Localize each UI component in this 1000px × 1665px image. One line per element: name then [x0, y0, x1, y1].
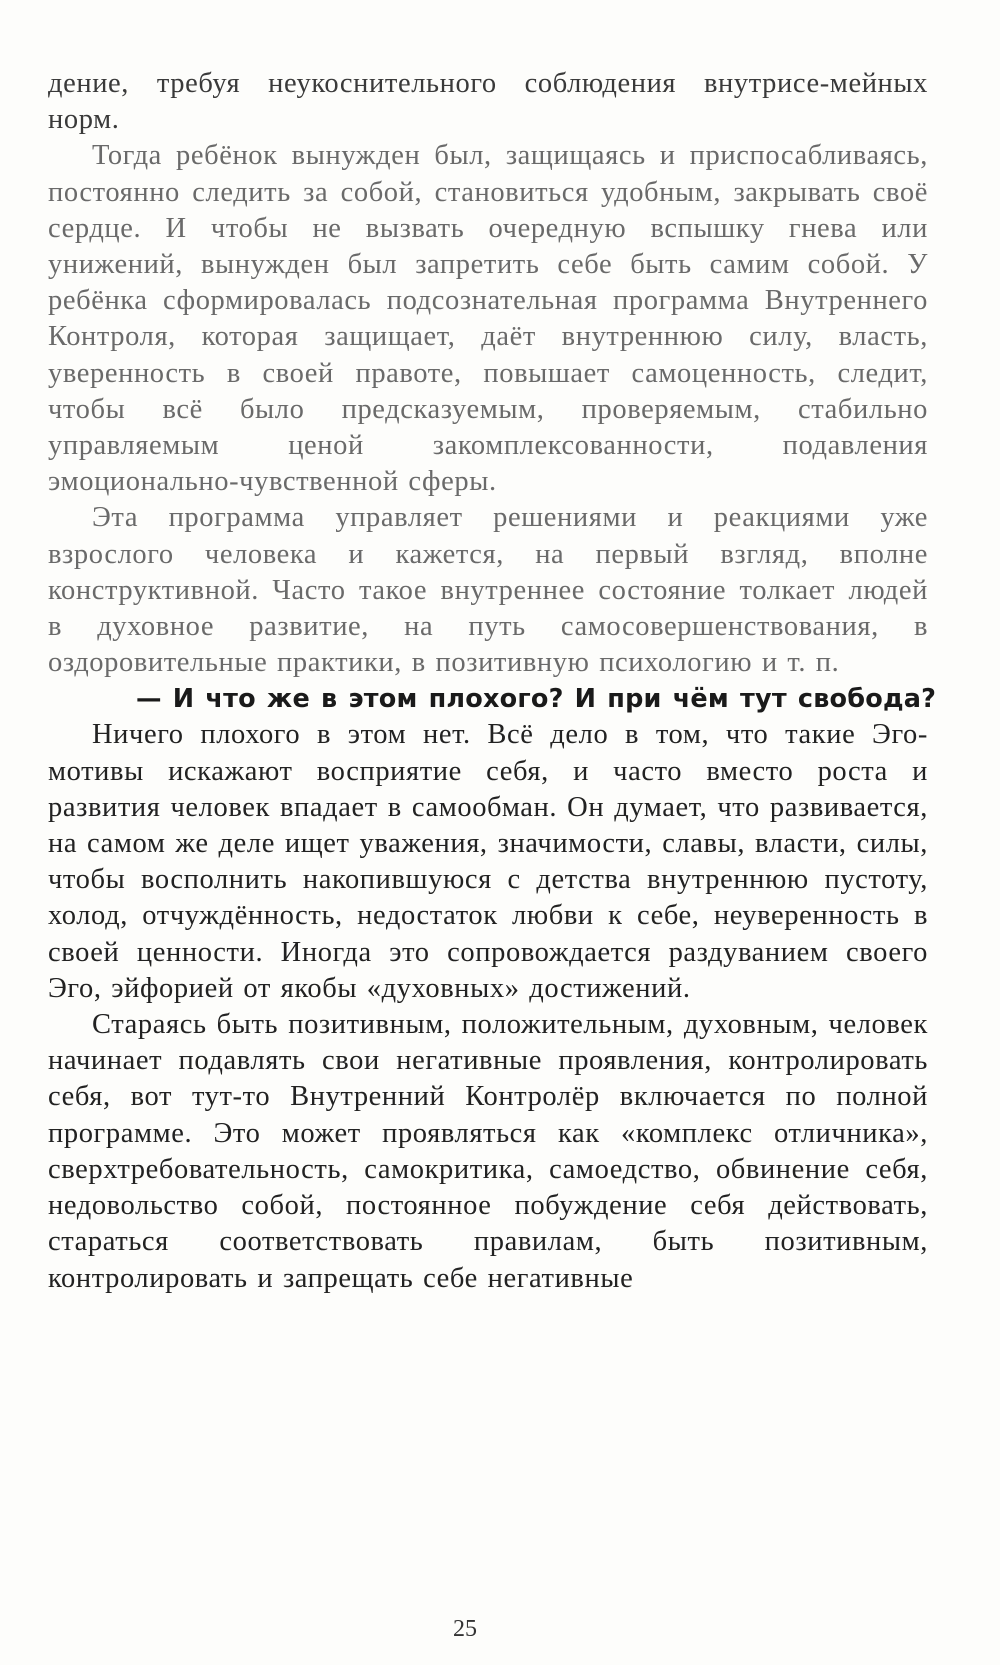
- question-heading: — И что же в этом плохого? И при чём тут свобода?: [136, 684, 937, 715]
- paragraph-positive: Стараясь быть позитивным, положительным, духовным, человек начинает подавлять свои негативные проявления, контролировать себя, вот тут-то Внутренний Контролёр включается по полной программе. Это может проявляться как «комплекс отличника», сверхтребовательность, самокритика, самоедство, обвинение себя, недовольство собой, постоянное побуждение себя действовать, стараться соответствовать правилам, быть позитивным, контролировать и запрещать себе негативные: [48, 1009, 928, 1294]
- paragraph-inner-control: Тогда ребёнок вынужден был, защищаясь и приспосабливаясь, постоянно следить за собой, становиться удобным, закрывать своё сердце. И чтобы не вызвать очередную вспышку гнева или унижений, вынужден был запретить себе быть самим собой. У ребёнка сформировалась подсознательная программа Внутреннего Контроля, которая защищает, даёт внутреннюю силу, власть, уверенность в своей правоте, повышает самоценность, следит, чтобы всё было предсказуемым, проверяемым, стабильно управляемым ценой закомплексованности, подавления эмоционально-чувственной сферы.: [48, 140, 928, 498]
- paragraph-ego-motives: Ничего плохого в этом нет. Всё дело в том, что такие Эго-мотивы искажают восприятие себя, и часто вместо роста и развития человек впадает в самообман. Он думает, что развивается, на самом же деле ищет уважения, значимости, славы, власти, силы, чтобы восполнить накопившуюся с детства внутреннюю пустоту, холод, отчуждённость, недостаток любви к себе, неуверенность в своей ценности. Иногда это сопровождается раздуванием своего Эго, эйфорией от якобы «духовных» достижений.: [48, 719, 928, 1004]
- body-text: [48, 66, 937, 1297]
- paragraph-program: Эта программа управляет решениями и реакциями уже взрослого человека и кажется, на первый взгляд, вполне конструктивной. Часто такое внутреннее состояние толкает людей в духовное развитие, на путь самосовершенствования, в оздоровительные практики, в позитивную психологию и т. п.: [48, 502, 928, 679]
- paragraph-continuation: дение, требуя неукоснительного соблюдения внутрисе-мейных норм.: [48, 68, 928, 136]
- page-number: 25: [453, 1616, 477, 1642]
